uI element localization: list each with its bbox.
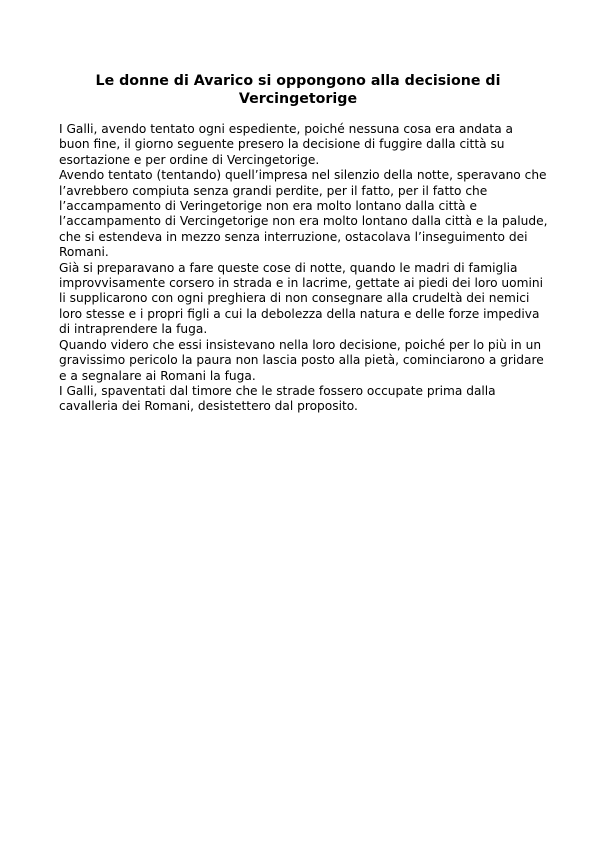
body-line: e a segnalare ai Romani la fuga. [59,368,256,383]
body-line: esortazione e per ordine di Vercingetorige. [59,152,320,167]
body-line: Quando videro che essi insistevano nella loro decisione, poiché per lo più in un [59,337,542,352]
body-line: li supplicarono con ogni preghiera di non consegnare alla crudeltà dei nemici [59,291,530,306]
body-line: cavalleria dei Romani, desistettero dal proposito. [59,399,358,414]
body-line: l’accampamento di Veringetorige non era molto lontano dalla città e [59,199,477,214]
body-line: improvvisamente corsero in strada e in lacrime, gettate ai piedi dei loro uomini [59,276,543,291]
body-line: Già si preparavano a fare queste cose di notte, quando le madri di famiglia [59,260,518,275]
body-line: I Galli, avendo tentato ogni espediente, poiché nessuna cosa era andata a [59,122,514,136]
body-line: gravissimo pericolo la paura non lascia posto alla pietà, cominciarono a gridare [59,353,544,368]
body-line: Avendo tentato (tentando) quell’impresa nel silenzio della notte, speravano che [59,168,547,183]
body-line: I Galli, spaventati dal timore che le strade fossero occupate prima dalla [59,383,496,398]
body-line: l’avrebbero compiuta senza grandi perdite, per il fatto, per il fatto che [59,183,488,198]
body-line: l’accampamento di Vercingetorige non era molto lontano dalla città e la palude, [59,214,548,229]
title-line: Le donne di Avarico si oppongono alla decisione di [95,73,501,89]
document-title [70,72,526,108]
body-line: Romani. [59,245,109,260]
body-line: loro stesse e i propri figli a cui la debolezza della natura e delle forze impediva [59,306,540,321]
body-line: buon fine, il giorno seguente presero la decisione di fuggire dalla città su [59,137,505,152]
body-line: di intraprendere la fuga. [59,322,208,337]
body-line: che si estendeva in mezzo senza interruzione, ostacolava l’inseguimento dei [59,229,528,244]
title-line: Vercingetorige [238,91,358,107]
document-body [59,122,549,415]
